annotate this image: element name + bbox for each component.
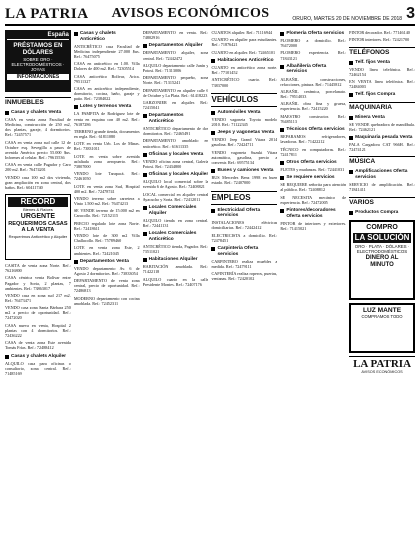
classified-ad: CASA en venta calle Pagador y Caro 200 m2. Ref.: 76474201	[5, 162, 71, 173]
classified-ad: REPARAMOS refrigeradores, lavadoras. Ref.: 71422212	[280, 134, 347, 145]
subcategory-heading	[211, 110, 277, 116]
header-right	[292, 5, 415, 23]
square-bullet-icon	[211, 209, 215, 213]
square-bullet-icon	[143, 206, 147, 210]
classified-ad: CUARTO en alquiler. Ref.: 72465101	[211, 49, 276, 55]
classified-ad: CUARTO en anticrético zona norte. Ref.: 77101452	[211, 65, 278, 76]
subcategory-heading	[143, 113, 209, 124]
subcategory-heading	[349, 115, 415, 121]
category-heading: TELÉFONOS	[349, 47, 415, 58]
square-bullet-icon	[280, 176, 284, 180]
classified-ad: VENDO vagoneta Suzuki Vitara automática, gasolina, precio a convenir. Ref.: 69575134	[211, 149, 278, 165]
compro-slogan: DINERO AL MINUTO	[365, 255, 399, 268]
classified-ad: HABITACIÓN amoblada. Ref.: 71422118	[142, 264, 209, 275]
classified-ad: ANTICRÉTICO casa Facultad de Medicina independiente 27.000 $us. Ref.: 76475075	[73, 43, 140, 59]
square-bullet-icon	[74, 32, 78, 36]
subcategory-label: Maquinaria pesada Venta	[355, 134, 413, 140]
column-footer	[349, 353, 415, 375]
square-bullet-icon	[74, 105, 78, 109]
classified-ad: PINTOR decorador. Ref.: 77146140	[349, 30, 410, 35]
classified-ad: EN VENTA línea telefónica. Ref.: 72484003	[349, 79, 415, 90]
footer-section: AVISOS ECONÓMICOS	[361, 369, 403, 374]
subcategory-label: Automóviles Venta	[217, 109, 261, 115]
subcategory-heading	[349, 210, 415, 216]
compro-word: COMPRO	[366, 223, 398, 231]
classified-ad: ALQUILO local comercial sobre la avenida 6 de Agosto. Ref.: 72408821	[142, 179, 209, 190]
luz-mante-ad	[349, 303, 415, 353]
classified-ad: VENDO departamento Av. 6 de Agosto 2 dormitorios. Ref.: 73833054	[73, 265, 140, 276]
subcategory-label: Telf. fijos Compra	[355, 92, 396, 98]
subcategory-heading	[143, 257, 209, 263]
subcategory-label: Plomería Oferta servicios	[286, 31, 345, 36]
square-bullet-icon	[349, 61, 353, 65]
classified-ad: CASA de venta zona Este avenida Tomás Frías. Ref.: 72488412	[5, 340, 71, 351]
square-bullet-icon	[211, 59, 215, 63]
subcategory-heading	[211, 208, 277, 219]
subcategory-label: Oficinas y locales Alquiler	[148, 172, 209, 178]
classified-ad: INSTALACIONES eléctricas domiciliarias. Ref.: 72442412	[211, 220, 278, 231]
espana-logo: España	[7, 32, 69, 40]
square-bullet-icon	[211, 247, 215, 251]
category-heading: MÚSICA	[349, 156, 415, 167]
page-header	[5, 3, 415, 26]
subcategory-heading	[143, 205, 209, 216]
subcategory-heading	[143, 172, 209, 178]
classified-ad: CASITA de venta zona Norte. Ref.: 76216800	[5, 263, 71, 274]
subcategory-label: Casas y chalets Anticrético	[79, 31, 116, 42]
subcategory-label: Productos Compra	[355, 209, 399, 215]
classified-ad: CARPINTERO realiza muebles a medida. Ref.: 72479111	[211, 258, 278, 269]
subcategory-label: Pintores/decoradores Oferta servicios	[286, 208, 336, 219]
classified-ad: TERRENO grande tienda, documentos en regla. Ref.: 61811080	[73, 128, 140, 140]
record-logo: RECORD	[8, 197, 68, 207]
record-tagline: Bienes & Raíces	[23, 207, 53, 213]
square-bullet-icon	[5, 111, 9, 115]
subcategory-label: Minera Venta	[355, 114, 385, 120]
square-bullet-icon	[280, 161, 284, 165]
classified-ad: ANTICRÉTICO cuarto. Ref.: 73837000	[211, 77, 278, 88]
classified-ad: CASA en anticrético en 1.00. Villa Dolores de 400 m2. Ref.: 72305514	[73, 61, 140, 72]
square-bullet-icon	[211, 111, 215, 115]
subcategory-label: Departamentos Alquiler	[148, 43, 203, 49]
classified-ad: LOTE en venta zona Sud, Hospital 400 m2. Ref.: 72478741	[73, 183, 140, 194]
subcategory-heading	[280, 160, 346, 166]
subcategory-label: Electricidad Oferta servicios	[217, 207, 261, 219]
subcategory-heading	[280, 127, 346, 133]
subcategory-label: Otros Oferta servicios	[286, 159, 337, 165]
subcategory-heading	[211, 58, 277, 64]
record-realestate-ad	[5, 194, 71, 260]
classified-ad: ELECTRICISTA a domicilio. Ref.: 72478451	[211, 232, 278, 243]
square-bullet-icon	[349, 93, 353, 97]
subcategory-heading	[143, 152, 209, 158]
square-bullet-icon	[349, 170, 353, 174]
subcategory-label: Departamentos Venta	[79, 258, 129, 264]
record-subline: Requerimos Anticrético y Alquiler	[8, 233, 68, 239]
subcategory-heading	[211, 246, 277, 257]
classified-ad: ALQUILO casa para oficinas o consultorio, zona central. Ref.: 71485169	[5, 360, 71, 376]
square-bullet-icon	[143, 153, 147, 157]
classified-ad: ALBAÑIL obra fina y gruesa, experiencia. Ref.: 72415220	[280, 101, 347, 112]
subcategory-label: Habitaciones Anticrético	[217, 57, 274, 63]
square-bullet-icon	[143, 114, 147, 118]
column-1	[5, 30, 71, 543]
classified-ad: ANTICRÉTICO departamento de dos dormitorios. Ref.: 72465491	[142, 126, 209, 137]
square-bullet-icon	[143, 44, 147, 48]
classified-ad: PRECIO regalado lote zona Norte. Ref.: 72418611	[73, 220, 140, 231]
classified-ad: PINTOR interiores. Ref.: 72421700	[349, 37, 410, 43]
square-bullet-icon	[211, 169, 215, 173]
subcategory-heading	[280, 175, 346, 181]
classified-ad: PLOMERO experiencia. Ref.: 71843121	[280, 50, 347, 61]
classified-ad: CUARTOS alquiler. Ref.: 71116944	[211, 30, 273, 35]
classified-ad: MODERNO departamento con cocina amoblada. Ref.: 72452311	[73, 295, 140, 306]
classified-ad: DEPARTAMENTO en alquiler calle 6 de Octubre y La Plata. Ref.: 61418223	[142, 87, 209, 98]
espana-subline: SOBRE ORO · ELECTRODOMÉSTICOS · JOYAS	[11, 57, 65, 72]
subcategory-heading	[74, 104, 140, 110]
square-bullet-icon	[280, 65, 284, 69]
classified-ad: LOTE en venta sobre avenida asfaltada zona aeropuerto. Ref.: 73807000	[73, 153, 140, 169]
column-2	[74, 30, 140, 543]
classified-ad: VENDO oficina zona central, Galería Potosí. Ref.: 72434800	[142, 158, 209, 169]
la-solucion-banner: LA SOLUCIÓN	[354, 232, 410, 242]
classified-ad: PALA Cargadora CAT 966H. Ref.: 72474121	[349, 142, 415, 153]
espana-headline: PRÉSTAMOS EN DÓLARES	[13, 42, 63, 56]
column-6	[349, 30, 415, 543]
classified-ad: LA PAMPITA de Rodríguez lote de venta en esquina con 40 m2. Ref.: 76187286	[73, 111, 140, 127]
subcategory-heading	[280, 208, 346, 219]
classified-ad: SE NECESITA mecánico de experiencia. Ref.: 72472005	[280, 194, 347, 205]
classified-ad: CASA en venta zona Facultad de Medicina, construcción de 250 m2, dos plantas, garaje, 4 dormitorios. Ref.: 72457571	[5, 117, 71, 138]
classified-ad: DEPARTAMENTO alquiler, zona central. Ref.: 72442472	[142, 50, 209, 61]
classified-ad: SE VENDE terreno de 15.000 m2 en Caracollo. Ref.: 72152115	[73, 208, 140, 219]
classified-ad: DEPARTAMENTO amoblado en anticrético. Ref.: 61611335	[142, 138, 209, 149]
subcategory-label: Técnicos Oferta servicios	[286, 127, 345, 133]
classified-ad: CASA anticrético Bolívar, Arica. 79511327	[73, 73, 140, 84]
newspaper-brand: LA PATRIA	[5, 6, 89, 22]
classified-ad: BUS Mercedes Benz 1998 en buen estado. Ref.: 72407000	[211, 175, 278, 186]
subcategory-heading	[5, 354, 71, 360]
page-number: 3	[406, 5, 415, 22]
subcategory-label: Telf. fijos Venta	[355, 59, 390, 65]
dateline: ORURO, MARTES 20 DE NOVIEMBRE DE 2018	[292, 16, 403, 22]
column-5	[280, 30, 346, 543]
classified-columns	[5, 30, 415, 543]
classified-ad: SE VENDE quebradora de mandíbula. Ref.: 72462121	[349, 121, 415, 132]
square-bullet-icon	[280, 209, 284, 213]
classified-ad: DEPARTAMENTO en venta. Ref.: 74802916	[142, 30, 209, 41]
compro-la-solucion-ad	[349, 220, 415, 300]
subcategory-label: Albañilería Oferta servicios	[286, 63, 327, 75]
espana-info: INFORMACIONES	[7, 74, 69, 80]
subcategory-label: Locales Comerciales Alquiler	[148, 205, 197, 216]
subcategory-label: Carpintería Oferta servicios	[217, 246, 259, 257]
classified-ad: VENDO lote Tarapacá. Ref.: 72461050	[73, 171, 140, 182]
subcategory-heading	[5, 110, 71, 116]
subcategory-heading	[143, 43, 209, 49]
classified-ad: VENDO línea telefónica. Ref.: 72462154	[349, 66, 415, 77]
classified-ad: VENDO Jeep Grand Vitara 2014 gasolina. Ref.: 72424711	[211, 137, 278, 148]
luz-mante-title: LUZ MANTE	[363, 306, 402, 314]
classified-ad: GARZONIER en alquiler. Ref.: 72415041	[142, 99, 209, 111]
classified-ad: VENDO casa en zona sud 217 m2. Ref.: 76473471	[5, 292, 71, 303]
column-4	[211, 30, 277, 543]
classified-ad: DEPARTAMENTO de venta zona central, precio de oportunidad. Ref.: 72486813	[73, 278, 140, 294]
subcategory-label: Amplificaciones Oferta servicios	[355, 169, 408, 181]
subcategory-heading	[74, 259, 140, 265]
subcategory-label: Jeeps y vagonetas Venta	[217, 130, 275, 136]
subcategory-label: Locales Comerciales Anticrético	[148, 231, 197, 242]
classified-ad: PLOMERO a domicilio. Ref.: 76472000	[280, 38, 347, 49]
subcategory-heading	[74, 31, 140, 42]
subcategory-heading	[211, 130, 277, 136]
category-heading: VARIOS	[349, 197, 415, 208]
luz-mante-subline: COMPRAMOS TODO	[361, 314, 403, 320]
subcategory-heading	[349, 92, 415, 98]
subcategory-label: Buses y camiones Venta	[217, 168, 274, 174]
classified-ad: CASA en anticrético independiente, dormitorio, cocina, baño, garaje y patio. Ref.: 72384022	[73, 85, 140, 102]
subcategory-label: Se requiere servicios	[286, 175, 335, 181]
square-bullet-icon	[349, 211, 353, 215]
classified-ad: VENDO casa zona Santa Bárbara 250 m2 a precio de oportunidad. Ref.: 72472020	[5, 305, 71, 321]
classified-ad: CASA en venta zona sud calle 12 de Octubre esq. Sevegilla a pasos de avenida América precio 55.000 $us. Informes al celular. Ref.: 79615536	[5, 139, 71, 160]
subcategory-heading	[349, 60, 415, 66]
classified-ad: ALQUILO tienda en zona central. Ref.: 72441131	[142, 217, 209, 228]
compro-items: ORO · PLATA · DÓLARES · ELECTRODOMÉSTICOS	[354, 243, 410, 254]
square-bullet-icon	[349, 136, 353, 140]
record-headline: REQUERIMOS CASAS A LA VENTA	[8, 221, 68, 234]
square-bullet-icon	[349, 116, 353, 120]
classified-ad: CASA nueva en venta, Hospital 2 plantas con 4 dormitorios. Ref.: 72436222	[5, 322, 71, 338]
square-bullet-icon	[143, 232, 147, 236]
square-bullet-icon	[143, 258, 147, 262]
classified-ad: ALBAÑIL cerámica, porcelanato. Ref.: 79514033	[280, 88, 347, 99]
classified-ad: SERVICIO de amplificación. Ref.: 71841411	[349, 182, 415, 193]
column-3	[143, 30, 209, 543]
classified-ad: ALBAÑIL construcciones, refacciones, pintura. Ref.: 71445812	[280, 76, 347, 87]
classified-ad: LOTE en venta zona Este, 2 ambientes. Ref.: 72421045	[73, 245, 140, 256]
record-urgent: URGENTE	[20, 213, 56, 221]
classified-ad: TÉCNICO en computadoras. Ref.: 72417811	[280, 146, 347, 157]
category-heading: MAQUINARIA	[349, 102, 415, 113]
square-bullet-icon	[211, 131, 215, 135]
subcategory-label: Lotes y terrenos Venta	[79, 104, 132, 110]
square-bullet-icon	[5, 355, 9, 359]
classified-ad: CAPINTERÍA realiza roperos, puertas, ventanas. Ref.: 72420102	[211, 271, 278, 282]
classified-ad: CASA céntrica venta Bolívar entre Pagador y Soria, 2 plantas, 7 ambientes. Ref.: 73863017	[5, 275, 71, 291]
classified-ad: VENDO casa 100 m2 dos vivienda, gran ampliación en zona central, dos baños. Ref.: 60411740	[5, 174, 71, 190]
subcategory-heading	[143, 231, 209, 242]
classified-ad: FLETES y mudanzas. Ref.: 72441031	[280, 166, 345, 172]
square-bullet-icon	[143, 173, 147, 177]
category-heading-vehicles: VEHÍCULOS	[211, 93, 277, 107]
espana-loan-ad	[5, 30, 71, 92]
section-title: AVISOS ECONÓMICOS	[111, 6, 270, 21]
classified-ad: VENDO vagoneta Toyota modelo 2010. Ref.: 71122345	[211, 116, 278, 127]
subcategory-label: Casas y chalets Venta	[11, 110, 62, 115]
subcategory-label: Casas y chalets Alquiler	[11, 353, 67, 359]
subcategory-heading	[349, 169, 415, 180]
subcategory-label: Oficinas y locales Venta	[148, 151, 204, 157]
classified-ad: PINTOR de interiores y exteriores. Ref.: 71415021	[280, 220, 347, 231]
square-bullet-icon	[280, 128, 284, 132]
classified-ad: VENDO terreno sobre carretera a Vinto 1.500 m2. Ref.: 76474213	[73, 195, 140, 206]
classified-ad: DEPARTAMENTO pequeño, zona Norte. Ref.: 71315241	[142, 75, 209, 86]
subcategory-heading	[349, 135, 415, 141]
category-heading: INMUEBLES	[5, 97, 71, 108]
classified-ad: VENDO lote de 300 m2 Villa Challacollo. Ref.: 75789460	[73, 233, 140, 244]
square-bullet-icon	[280, 32, 284, 36]
subcategory-label: Departamentos Anticrético	[148, 113, 184, 124]
classified-ad: LOCAL comercial en alquiler central Ayacucho y Soria. Ref.: 72412011	[142, 191, 209, 202]
classified-ad: ANTICRÉTICO tienda, Pagador. Ref.: 73511021	[142, 243, 209, 254]
category-heading-employment: EMPLEOS	[211, 191, 277, 205]
footer-brand: LA PATRIA	[349, 356, 415, 370]
classified-ad: SE REQUIERE señorita para atención al público. Ref.: 72408812	[280, 182, 347, 193]
classified-ad: LOTE en venta Urb. Los de Minas. Ref.: 73831011	[73, 141, 140, 152]
classified-ad: ALQUILO cuarto en la calle Presidente Montes. Ref.: 72407176	[142, 276, 209, 287]
subcategory-heading	[211, 168, 277, 174]
square-bullet-icon	[74, 260, 78, 264]
classified-ad: ALQUILO departamento calle Junín y Potosí. Ref.: 71313006	[142, 62, 209, 73]
classified-ad: MAESTRO constructor. Ref.: 76485113	[280, 113, 347, 124]
subcategory-heading	[280, 31, 346, 37]
subcategory-heading	[280, 64, 346, 75]
classified-ad: CUARTO en alquiler para estudiantes. Ref.: 71876421	[211, 37, 278, 48]
subcategory-label: Habitaciones Alquiler	[148, 257, 198, 263]
